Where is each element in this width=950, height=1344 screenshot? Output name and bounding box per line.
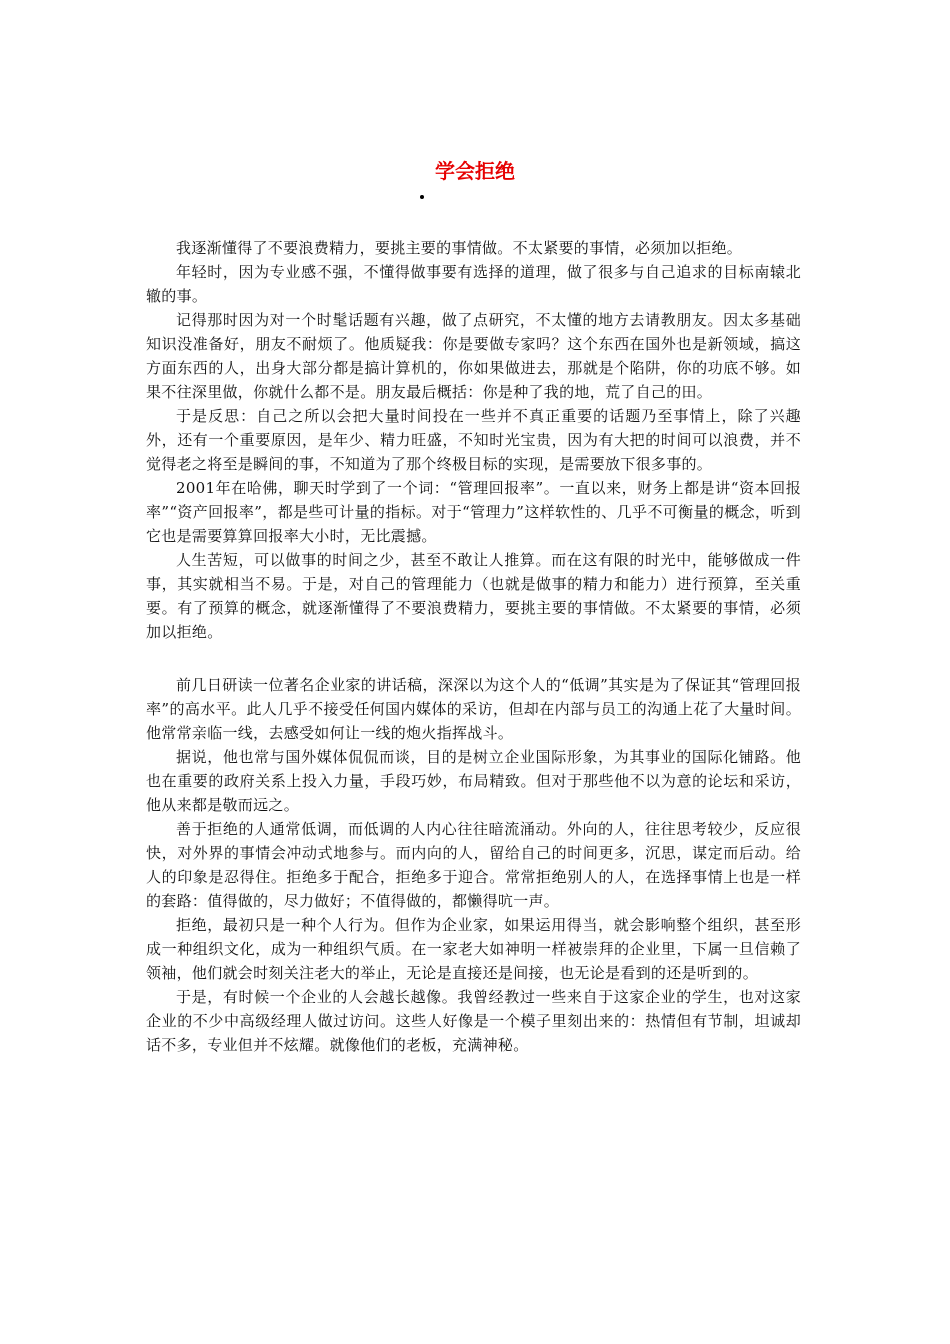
paragraph: 据说，他也常与国外媒体侃侃而谈，目的是树立企业国际形象，为其事业的国际化铺路。他也在重要的政府关系上投入力量，手段巧妙，布局精致。但对于那些他不以为意的论坛和采访，他从来都是敬而远之。 xyxy=(146,748,801,814)
paragraph: 年轻时，因为专业感不强，不懂得做事要有选择的道理，做了很多与自己追求的目标南辕北辙的事。 xyxy=(146,263,801,305)
paragraph: 记得那时因为对一个时髦话题有兴趣，做了点研究，不太懂的地方去请教朋友。因太多基础知识没准备好，朋友不耐烦了。他质疑我：你是要做专家吗？这个东西在国外也是新领域，搞这方面东西的人，出身大部分都是搞计算机的，你如果做进去，那就是个陷阱，你的功底不够。如果不往深里做，你就什么都不是。朋友最后概括：你是种了我的地，荒了自己的田。 xyxy=(146,311,801,401)
paragraph: 于是反思：自己之所以会把大量时间投在一些并不真正重要的话题乃至事情上，除了兴趣外，还有一个重要原因，是年少、精力旺盛，不知时光宝贵，因为有大把的时间可以浪费，并不觉得老之将至是瞬间的事，不知道为了那个终极目标的实现，是需要放下很多事的。 xyxy=(146,407,801,473)
document-title: 学会拒绝 xyxy=(435,159,515,183)
paragraph: 人生苦短，可以做事的时间之少，甚至不敢让人推算。而在这有限的时光中，能够做成一件事，其实就相当不易。于是，对自己的管理能力（也就是做事的精力和能力）进行预算，至关重要。有了预算的概念，就逐渐懂得了不要浪费精力，要挑主要的事情做。不太紧要的事情，必须加以拒绝。 xyxy=(146,551,801,641)
paragraph: 前几日研读一位著名企业家的讲话稿，深深以为这个人的“低调”其实是为了保证其“管理回报率”的高水平。此人几乎不接受任何国内媒体的采访，但却在内部与员工的沟通上花了大量时间。他常常亲临一线，去感受如何让一线的炮火指挥战斗。 xyxy=(146,676,801,742)
bullet-mark xyxy=(420,195,424,199)
paragraph: 2001年在哈佛，聊天时学到了一个词：“管理回报率”。一直以来，财务上都是讲“资本回报率”“资产回报率”，都是些可计量的指标。对于“管理力”这样软性的、几乎不可衡量的概念，听到它也是需要算算回报率大小时，无比震撼。 xyxy=(146,479,801,545)
paragraph: 拒绝，最初只是一种个人行为。但作为企业家，如果运用得当，就会影响整个组织，甚至形成一种组织文化，成为一种组织气质。在一家老大如神明一样被崇拜的企业里，下属一旦信赖了领袖，他们就会时刻关注老大的举止，无论是直接还是间接，也无论是看到的还是听到的。 xyxy=(146,916,801,982)
paragraph: 我逐渐懂得了不要浪费精力，要挑主要的事情做。不太紧要的事情，必须加以拒绝。 xyxy=(176,239,743,257)
paragraph: 善于拒绝的人通常低调，而低调的人内心往往暗流涌动。外向的人，往往思考较少，反应很快，对外界的事情会冲动式地参与。而内向的人，留给自己的时间更多，沉思，谋定而后动。给人的印象是忍得住。拒绝多于配合，拒绝多于迎合。常常拒绝别人的人，在选择事情上也是一样的套路：值得做的，尽力做好；不值得做的，都懒得吭一声。 xyxy=(146,820,801,910)
paragraph: 于是，有时候一个企业的人会越长越像。我曾经教过一些来自于这家企业的学生，也对这家企业的不少中高级经理人做过访问。这些人好像是一个模子里刻出来的：热情但有节制，坦诚却话不多，专业但并不炫耀。就像他们的老板，充满神秘。 xyxy=(146,988,801,1054)
document-body xyxy=(146,236,801,1057)
section-gap xyxy=(146,644,801,673)
